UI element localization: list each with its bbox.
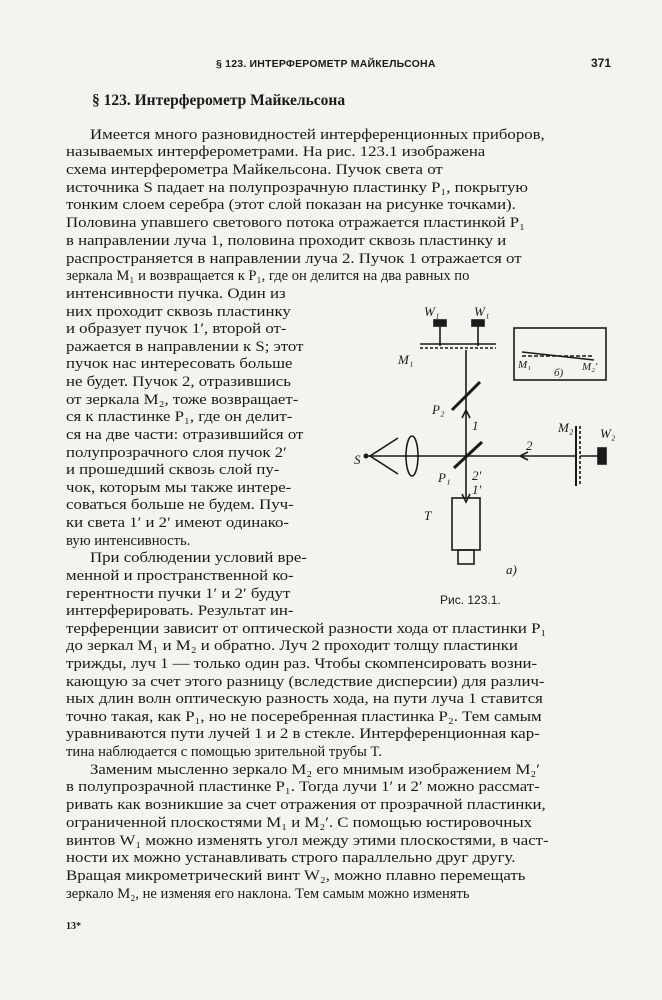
text-line: и образует пучок 1′, второй от-: [66, 321, 287, 337]
text-line: ности их можно устанавливать строго параллельно друг другу.: [66, 850, 516, 866]
text-line: трижды, луч 1 — только один раз. Чтобы скомпенсировать возни-: [66, 656, 538, 672]
text-line: не будет. Пучок 2, отразившись: [66, 374, 291, 390]
text-line: соваться больше не будем. Пуч-: [66, 497, 294, 513]
text-line: до зеркал M₁ и M₂ и обратно. Луч 2 проходит толщу пластинки: [66, 638, 518, 654]
text-line: в полупрозрачной пластинке P₁. Тогда лучи 1′ и 2′ можно рассмат-: [66, 779, 540, 795]
label-m1: M₁: [398, 352, 414, 367]
text-line: ражается в направлении к S; этот: [66, 339, 304, 355]
text-line: винтов W₁ можно изменять угол между этими плоскостями, в част-: [66, 833, 549, 849]
text-line: них проходит сквозь пластинку: [66, 304, 291, 320]
text-line: вую интенсивность.: [66, 533, 191, 549]
text-line: ных длин волн оптическую разность хода, на пути луча 1 ставится: [66, 691, 543, 707]
label-w2: W₂: [600, 426, 616, 441]
figure-michelson-diagram: [354, 298, 630, 590]
figure-caption: Рис. 123.1.: [440, 593, 501, 607]
text-line: тонким слоем серебра (этот слой показан на рисунке точками).: [66, 197, 516, 213]
text-line: кающую за счет этого разницу (вследствие дисперсии) для различ-: [66, 674, 545, 690]
text-line: тина наблюдается с помощью зрительной трубы T.: [66, 744, 382, 760]
label-m2: M₂: [558, 420, 574, 435]
text-line: источника S падает на полупрозрачную пластинку P₁, покрытую: [66, 180, 528, 196]
page-number: 371: [591, 56, 612, 70]
text-line: точно такая, как P₁, но не посеребренная пластинка P₂. Тем самым: [66, 709, 542, 725]
label-ray-2p: 2′: [472, 468, 482, 483]
section-title: § 123. Интерферометр Майкельсона: [92, 92, 346, 109]
label-ray-1: 1: [472, 418, 479, 433]
inset-label-b: б): [554, 367, 564, 379]
text-line: уравниваются пути лучей 1 и 2 в стекле. Интерференционная кар-: [66, 726, 540, 742]
signature-mark: 13*: [66, 921, 81, 932]
text-line: пучок нас интересовать больше: [66, 356, 293, 372]
running-head: § 123. ИНТЕРФЕРОМЕТР МАЙКЕЛЬСОНА: [216, 58, 436, 70]
label-ray-2: 2: [526, 438, 533, 453]
text-line: интенсивности пучка. Один из: [66, 286, 286, 302]
label-p2: P₂: [432, 402, 445, 417]
text-line: менной и пространственной ко-: [66, 568, 294, 584]
text-line: Половина упавшего светового потока отражается пластинкой P₁: [66, 215, 526, 231]
text-line: При соблюдении условий вре-: [90, 550, 307, 566]
text-line: зеркала M₁ и возвращается к P₁, где он делится на два равных по: [66, 268, 470, 284]
text-line: Имеется много разновидностей интерференционных приборов,: [90, 127, 545, 143]
label-t: T: [424, 508, 432, 523]
text-line: в направлении луча 1, половина проходит сквозь пластинку и: [66, 233, 507, 249]
label-a: а): [506, 562, 517, 577]
label-p1: P₁: [438, 470, 451, 485]
text-line: ривать как возникшие за счет отражения от прозрачной пластинки,: [66, 797, 546, 813]
label-s: S: [354, 452, 361, 467]
label-w1-left: W₁: [424, 304, 440, 319]
text-line: распространяется в направлении луча 2. Пучок 1 отражается от: [66, 251, 522, 267]
text-line: называемых интерферометрами. На рис. 123.1 изображена: [66, 144, 486, 160]
label-w1-right: W₁: [474, 304, 490, 319]
text-line: полупрозрачного слоя пучок 2′: [66, 445, 287, 461]
text-line: ся к пластинке P₁, где он делит-: [66, 409, 293, 425]
text-line: схема интерферометра Майкельсона. Пучок света от: [66, 162, 443, 178]
text-line: ки света 1′ и 2′ имеют одинако-: [66, 515, 289, 531]
text-line: Вращая микрометрический винт W₂, можно плавно перемещать: [66, 868, 526, 884]
text-line: ограниченной плоскостями M₁ и M₂′. С помощью юстировочных: [66, 815, 533, 831]
text-line: терференции зависит от оптической разности хода от пластинки P₁: [66, 621, 547, 637]
text-line: ся на две части: отразившийся от: [66, 427, 304, 443]
text-line: интерферировать. Результат ин-: [66, 603, 294, 619]
text-line: зеркало M₂, не изменяя его наклона. Тем самым можно изменять: [66, 886, 470, 902]
label-ray-1p: 1′: [472, 482, 482, 497]
plate-p1: [454, 442, 482, 468]
inset-label-m2p: M₂′: [582, 361, 598, 373]
inset-label-m1: M₁: [518, 359, 531, 371]
text-line: чок, которым мы также интере-: [66, 480, 292, 496]
text-line: герентности пучки 1′ и 2′ будут: [66, 586, 291, 602]
text-line: Заменим мысленно зеркало M₂ его мнимым изображением M₂′: [90, 762, 540, 778]
text-line: и прошедший сквозь слой пу-: [66, 462, 280, 478]
text-line: от зеркала M₂, тоже возвращает-: [66, 392, 299, 408]
telescope-t: [452, 498, 480, 550]
